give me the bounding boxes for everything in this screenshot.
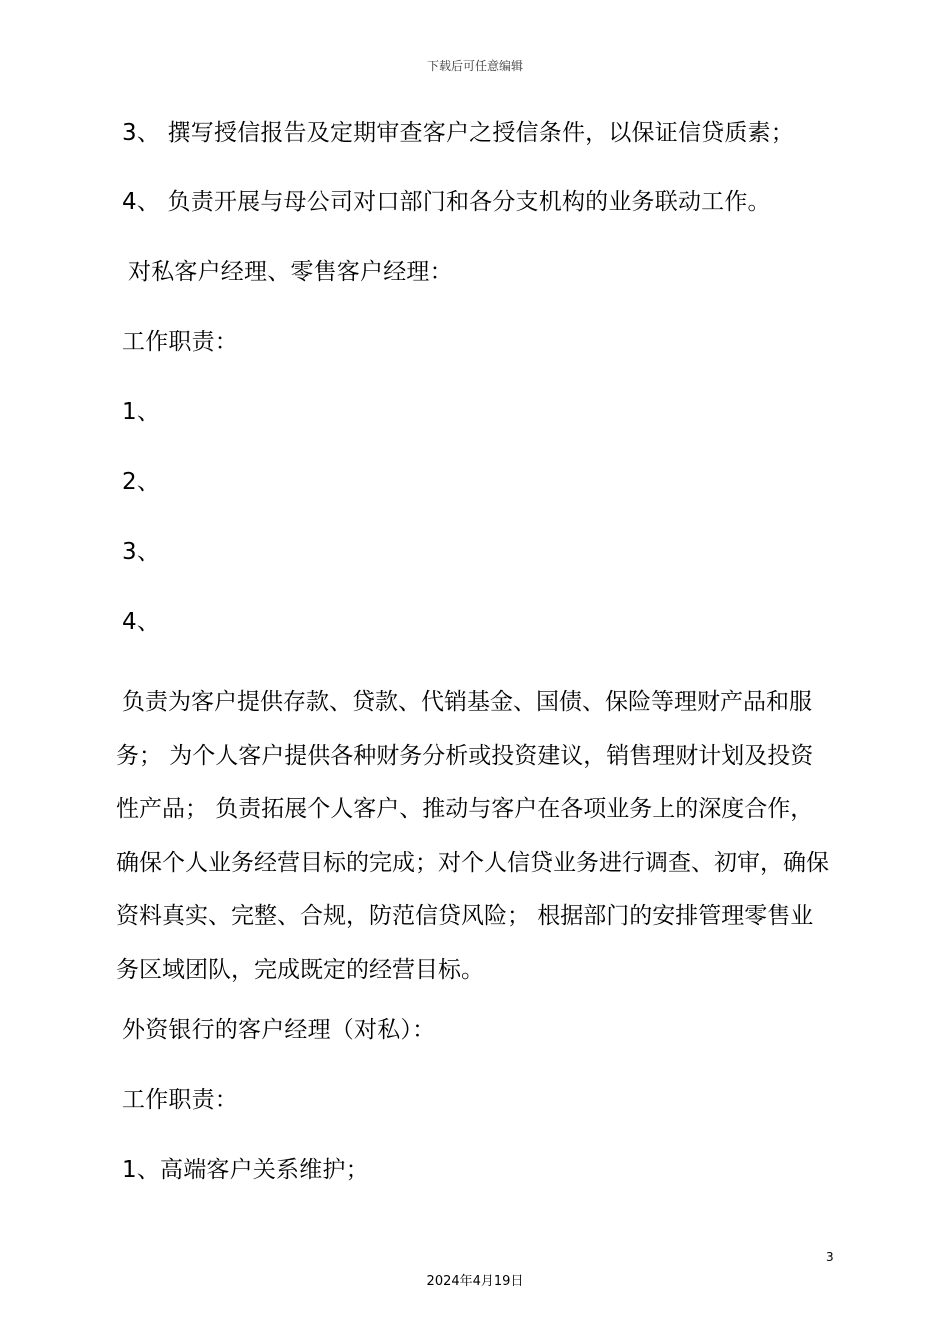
paragraph-line: 负责为客户提供存款、贷款、代销基金、国债、保险等理财产品和服 [122, 689, 812, 715]
section-heading-foreign-bank: 外资银行的客户经理（对私）： [122, 1017, 436, 1043]
paragraph-line: 务区域团队，完成既定的经营目标。 [116, 956, 484, 983]
duties-paragraph [116, 676, 838, 998]
list-item-high-end-clients: 1、高端客户关系维护； [122, 1157, 369, 1183]
footer-date: 2024年4月19日 [426, 1274, 524, 1289]
section-heading-retail-manager: 对私客户经理、零售客户经理： [128, 259, 453, 285]
empty-list-item-1: 1、 [122, 399, 161, 425]
page-header-note: 下载后可任意编辑 [426, 59, 523, 73]
list-item-4: 4、 负责开展与母公司对口部门和各分支机构的业务联动工作。 [122, 189, 771, 215]
paragraph-line: 资料真实、完整、合规，防范信贷风险； 根据部门的安排管理零售业 [116, 903, 814, 930]
duties-heading: 工作职责： [122, 329, 238, 355]
empty-list-item-2: 2、 [122, 469, 161, 495]
paragraph-line: 确保个人业务经营目标的完成；对个人信贷业务进行调查、初审，确保 [116, 849, 829, 876]
page-number: 3 [826, 1250, 834, 1264]
duties-heading-2: 工作职责： [122, 1087, 238, 1113]
list-item-3: 3、 撰写授信报告及定期审查客户之授信条件，以保证信贷质素； [122, 120, 794, 146]
paragraph-line: 性产品； 负责拓展个人客户、推动与客户在各项业务上的深度合作， [116, 796, 814, 823]
empty-list-item-3: 3、 [122, 539, 161, 565]
empty-list-item-4: 4、 [122, 609, 161, 635]
paragraph-line: 务； 为个人客户提供各种财务分析或投资建议，销售理财计划及投资 [116, 742, 814, 769]
